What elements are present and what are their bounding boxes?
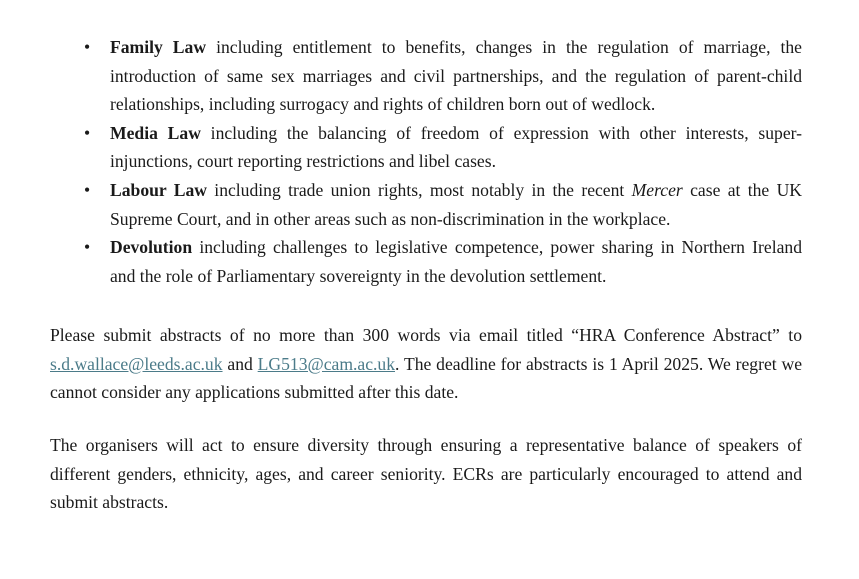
email-link-wallace[interactable]: s.d.wallace@leeds.ac.uk	[50, 353, 223, 374]
submission-text: Please submit abstracts of no more than 300 words via email titled “HRA Conference Abstract” to	[50, 325, 802, 345]
bullet-icon: •	[84, 179, 91, 200]
term: Family Law	[110, 37, 207, 57]
description: including trade union rights, most notably in the recent	[206, 179, 632, 200]
term: Labour Law	[110, 179, 207, 200]
term: Devolution	[110, 237, 193, 258]
case-name: Mercer	[631, 179, 683, 200]
list-item-devolution	[50, 233, 802, 290]
term: Media Law	[110, 122, 201, 143]
description-cont: case at the UK Supreme Court, and in other areas such as non-discrimination in the workplace.	[110, 179, 802, 229]
description: including entitlement to benefits, changes in the regulation of marriage, the introduction of same sex marriages and civil partnerships, and the regulation of parent-child relationships, including surrogacy and rights of children born out of wedlock.	[110, 37, 802, 115]
description: including challenges to legislative competence, power sharing in Northern Ireland and the role of Parliamentary sovereignty in the devolution settlement.	[110, 237, 802, 286]
document-page	[50, 33, 803, 513]
list-item-labour-law	[50, 176, 802, 233]
bullet-icon: •	[84, 122, 91, 143]
list-item-media-law	[50, 119, 802, 176]
submission-deadline: . The deadline for abstracts is 1 April 2025. We regret we cannot consider any applications submitted after this date.	[50, 353, 803, 403]
bullet-icon: •	[84, 237, 91, 258]
topic-list	[50, 33, 802, 290]
description: including the balancing of freedom of expression with other interests, super-injunctions, court reporting restrictions and libel cases.	[110, 122, 802, 172]
bullet-icon: •	[84, 37, 91, 57]
list-item-family-law	[50, 33, 802, 119]
submission-paragraph	[50, 321, 802, 407]
diversity-paragraph: The organisers will act to ensure diversity through ensuring a representative balance of speakers of different genders, ethnicity, ages, and career seniority. ECRs are particularly encouraged to attend and submit abstracts.	[50, 435, 802, 513]
submission-and: and	[222, 353, 258, 374]
email-link-lg513[interactable]: LG513@cam.ac.uk	[257, 353, 396, 374]
